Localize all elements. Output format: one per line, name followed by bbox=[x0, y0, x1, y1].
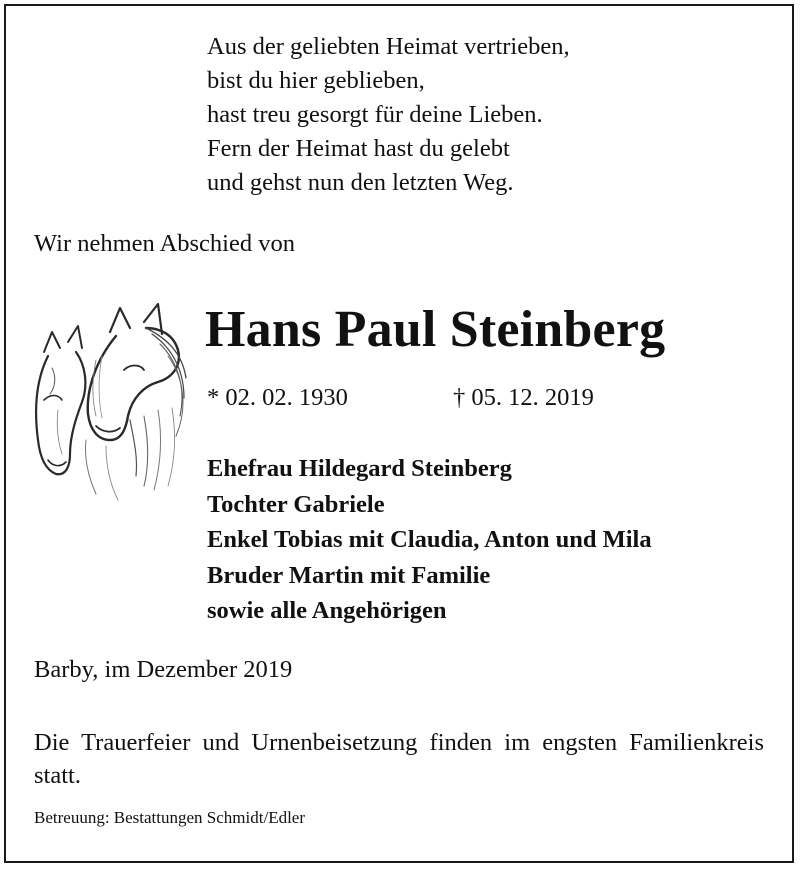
mourners-list bbox=[207, 451, 652, 629]
mourner-line: Ehefrau Hildegard Steinberg bbox=[207, 455, 512, 482]
mourner-line: sowie alle Angehörigen bbox=[207, 597, 447, 624]
mourner-line: Enkel Tobias mit Claudia, Anton und Mila bbox=[207, 526, 652, 553]
funeral-notice: Die Trauerfeier und Urnenbeisetzung finden im engsten Familienkreis statt. bbox=[34, 729, 764, 789]
funeral-home-credit: Betreuung: Bestattungen Schmidt/Edler bbox=[34, 808, 306, 827]
farewell-intro: Wir nehmen Abschied von bbox=[34, 230, 295, 257]
place-date: Barby, im Dezember 2019 bbox=[34, 656, 293, 683]
life-dates bbox=[207, 384, 594, 412]
memorial-poem bbox=[207, 30, 570, 200]
poem-line: hast treu gesorgt für deine Lieben. bbox=[207, 101, 543, 128]
poem-line: Fern der Heimat hast du gelebt bbox=[207, 135, 510, 162]
death-date: † 05. 12. 2019 bbox=[453, 384, 594, 411]
horses-sketch-icon bbox=[26, 290, 198, 505]
mourner-line: Bruder Martin mit Familie bbox=[207, 561, 491, 589]
poem-line: bist du hier geblieben, bbox=[207, 67, 425, 94]
poem-line: und gehst nun den letzten Weg. bbox=[207, 169, 514, 196]
poem-line: Aus der geliebten Heimat vertrieben, bbox=[207, 33, 570, 60]
birth-date: * 02. 02. 1930 bbox=[207, 384, 348, 411]
deceased-name: Hans Paul Steinberg bbox=[205, 301, 666, 358]
mourner-line: Tochter Gabriele bbox=[207, 490, 385, 518]
